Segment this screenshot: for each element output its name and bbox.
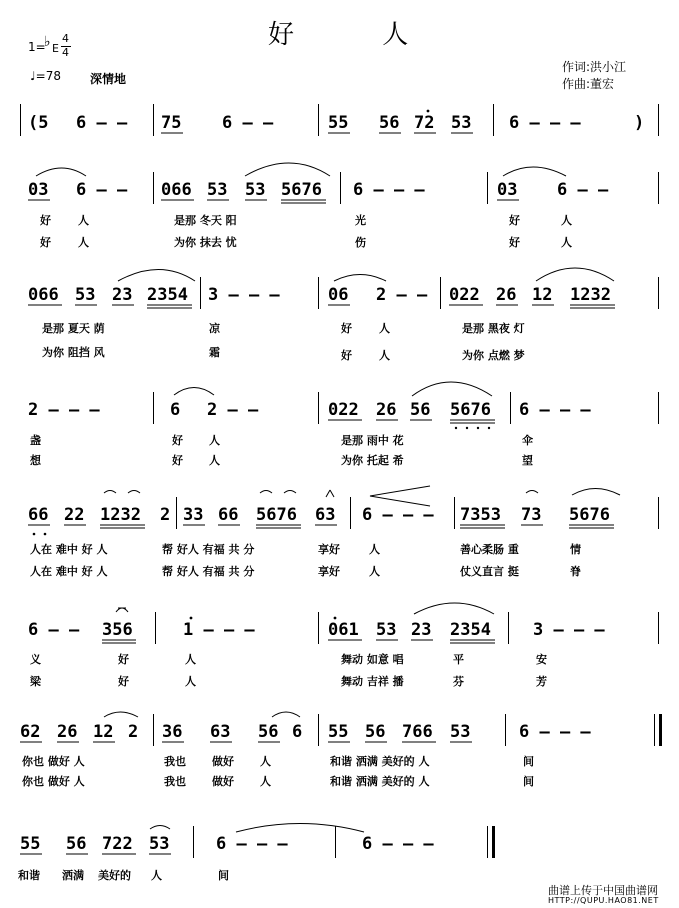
note-group: 356 — [102, 620, 133, 640]
note-group: 766 — [402, 722, 433, 742]
lyric: 人 — [151, 869, 162, 882]
lyric: 人 — [561, 236, 572, 249]
note-group: 55 — [328, 113, 349, 133]
note-group: 6 — — — — [509, 113, 581, 133]
lyric: 间 — [523, 775, 534, 788]
lyric: 安 — [536, 653, 547, 666]
lyric: 好 — [40, 214, 51, 227]
lyric: 是那 雨中 花 — [341, 434, 404, 447]
lyric: 享好 — [318, 543, 340, 556]
note-group: 56 — [258, 722, 279, 742]
note-group: 1232 — [100, 505, 141, 525]
note-group: 12 — [532, 285, 553, 305]
note-group: 5676 — [256, 505, 297, 525]
lyric: 为你 托起 希 — [341, 454, 404, 467]
lyric: 是那 黑夜 灯 — [462, 322, 525, 335]
lyric: 享好 — [318, 565, 340, 578]
lyric: 好 — [341, 349, 352, 362]
key-signature-prefix: 1= — [28, 40, 46, 54]
note-group: 6 — — — [76, 180, 128, 200]
lyric: 你也 做好 人 — [22, 775, 85, 788]
lyric: 我也 — [164, 775, 186, 788]
lyric: 和谐 洒满 美好的 人 — [330, 775, 430, 788]
lyric: 好 — [341, 322, 352, 335]
lyricist-credit: 作词:洪小江 — [562, 60, 627, 74]
lyric: 人 — [379, 322, 390, 335]
lyric: 平 — [453, 653, 464, 666]
lyric: 好 — [509, 236, 520, 249]
lyric: 望 — [522, 454, 533, 467]
song-title: 好 人 — [268, 20, 449, 50]
lyric: 情 — [570, 543, 581, 556]
note-group: 6 — — — — [362, 834, 434, 854]
lyric: 好 — [118, 675, 129, 688]
note-group: 1232 — [570, 285, 611, 305]
note-group: 53 — [451, 113, 472, 133]
note-group: 6 — — — [28, 620, 80, 640]
lyric: 义 — [30, 653, 41, 666]
note-group: 62 — [20, 722, 41, 742]
lyric: 美好的 — [98, 869, 131, 882]
note-group: 72 — [414, 113, 435, 133]
expression-marking: 深情地 — [90, 72, 127, 86]
note-group: 53 — [207, 180, 228, 200]
note-group: 66 — [28, 505, 49, 525]
note-group: 2354 — [450, 620, 491, 640]
lyric: 人 — [185, 675, 196, 688]
note-group: 26 — [496, 285, 517, 305]
note-group: 56 — [379, 113, 400, 133]
lyric: 人 — [369, 543, 380, 556]
note-group: (5 — [28, 113, 49, 133]
lyric: 人 — [260, 775, 271, 788]
lyric: 和谐 — [18, 869, 40, 882]
lyric: 你也 做好 人 — [22, 755, 85, 768]
lyric: 舞动 如意 唱 — [341, 653, 404, 666]
note-group: 5676 — [450, 400, 491, 420]
lyric: 想 — [30, 454, 41, 467]
lyric: 人 — [209, 434, 220, 447]
note-group: 2 — — — [376, 285, 428, 305]
lyric: 间 — [218, 869, 229, 882]
key-letter: E — [52, 42, 59, 55]
note-group: 06 — [328, 285, 349, 305]
lyric: 人 — [369, 565, 380, 578]
lyric: 和谐 洒满 美好的 人 — [330, 755, 430, 768]
lyric: 帮 好人 有福 共 分 — [162, 565, 255, 578]
note-group: 03 — [28, 180, 49, 200]
note-group: 6 — — — — [362, 505, 434, 525]
note-group: 53 — [75, 285, 96, 305]
lyric: 好 — [172, 454, 183, 467]
note-group: 6 — — — — [519, 400, 591, 420]
note-group: 2 — [128, 722, 139, 742]
lyric: 善心柔肠 重 — [460, 543, 519, 556]
lyric: 芳 — [536, 675, 547, 688]
time-signature-top: 4 — [62, 32, 69, 45]
note-group: 66 — [218, 505, 239, 525]
note-group: 6 — — — [222, 113, 274, 133]
lyric: 人 — [561, 214, 572, 227]
note-group: 22 — [64, 505, 85, 525]
time-signature-bottom: 4 — [62, 46, 69, 59]
note-group: 55 — [20, 834, 41, 854]
note-group: 022 — [449, 285, 480, 305]
note-group: 03 — [497, 180, 518, 200]
note-group: 2354 — [147, 285, 188, 305]
lyric: 好 — [40, 236, 51, 249]
note-group: 26 — [376, 400, 397, 420]
lyric: 帮 好人 有福 共 分 — [162, 543, 255, 556]
lyric: 仗义直言 挺 — [460, 565, 519, 578]
lyric: 为你 点燃 梦 — [462, 349, 525, 362]
flat-symbol: ♭ — [44, 34, 51, 50]
site-url: HTTP://QUPU.HAO81.NET — [548, 896, 659, 905]
note-group: 53 — [376, 620, 397, 640]
note-group: 33 — [183, 505, 204, 525]
note-group: 3 — — — — [533, 620, 605, 640]
lyric: 盏 — [30, 434, 41, 447]
tempo-marking: ♩=78 — [30, 69, 61, 83]
lyric: 梁 — [30, 675, 41, 688]
note-group: 53 — [245, 180, 266, 200]
lyric: 芬 — [453, 675, 464, 688]
note-group: 1 — — — — [183, 620, 255, 640]
lyric: 人在 难中 好 人 — [30, 543, 108, 556]
note-group: 23 — [411, 620, 432, 640]
note-group: 066 — [161, 180, 192, 200]
note-group: 5676 — [281, 180, 322, 200]
note-group: 6 — — — [76, 113, 128, 133]
note-group: 6 — — — — [519, 722, 591, 742]
note-group: 6 — [170, 400, 181, 420]
composer-credit: 作曲:董宏 — [562, 77, 615, 91]
lyric: 伤 — [355, 236, 366, 249]
lyric: 伞 — [522, 434, 533, 447]
note-group: 6 — — — — [216, 834, 288, 854]
lyric: 人 — [78, 236, 89, 249]
note-group: 36 — [162, 722, 183, 742]
note-group: ) — [634, 113, 645, 133]
lyric: 好 — [172, 434, 183, 447]
lyric: 人 — [379, 349, 390, 362]
lyric: 为你 抹去 忧 — [174, 236, 237, 249]
note-group: 12 — [93, 722, 114, 742]
note-group: 53 — [149, 834, 170, 854]
note-group: 066 — [28, 285, 59, 305]
lyric: 好 — [118, 653, 129, 666]
note-group: 6 — — — — [353, 180, 425, 200]
lyric: 人 — [185, 653, 196, 666]
lyric: 人 — [209, 454, 220, 467]
note-group: 2 — — — — [28, 400, 100, 420]
lyric: 做好 — [212, 755, 234, 768]
note-group: 022 — [328, 400, 359, 420]
note-group: 75 — [161, 113, 182, 133]
note-group: 26 — [57, 722, 78, 742]
lyric: 人 — [260, 755, 271, 768]
lyric: 舞动 吉祥 播 — [341, 675, 404, 688]
note-group: 63 — [210, 722, 231, 742]
lyric: 间 — [523, 755, 534, 768]
note-group: 2 — [160, 505, 171, 525]
note-group: 56 — [365, 722, 386, 742]
note-group: 55 — [328, 722, 349, 742]
note-group: 061 — [328, 620, 359, 640]
lyric: 为你 阻挡 风 — [42, 346, 105, 359]
site-watermark: 曲谱上传于中国曲谱网 — [548, 884, 658, 897]
note-group: 53 — [450, 722, 471, 742]
lyric: 人 — [78, 214, 89, 227]
note-group: 23 — [112, 285, 133, 305]
note-group: 722 — [102, 834, 133, 854]
lyric: 光 — [355, 214, 366, 227]
note-group: 6 — — — [557, 180, 609, 200]
lyric: 是那 夏天 荫 — [42, 322, 105, 335]
lyric: 洒满 — [62, 869, 84, 882]
note-group: 6 — [292, 722, 303, 742]
note-group: 5676 — [569, 505, 610, 525]
note-group: 7353 — [460, 505, 501, 525]
note-group: 73 — [521, 505, 542, 525]
note-group: 2 — — — [207, 400, 259, 420]
lyric: 人在 难中 好 人 — [30, 565, 108, 578]
lyric: 我也 — [164, 755, 186, 768]
lyric: 脊 — [570, 565, 581, 578]
lyric: 霜 — [209, 346, 220, 359]
note-group: 3 — — — — [208, 285, 280, 305]
lyric: 好 — [509, 214, 520, 227]
note-group: 56 — [66, 834, 87, 854]
note-group: 56 — [410, 400, 431, 420]
lyric: 凉 — [209, 322, 220, 335]
lyric: 做好 — [212, 775, 234, 788]
note-group: 63 — [315, 505, 336, 525]
lyric: 是那 冬天 阳 — [174, 214, 237, 227]
